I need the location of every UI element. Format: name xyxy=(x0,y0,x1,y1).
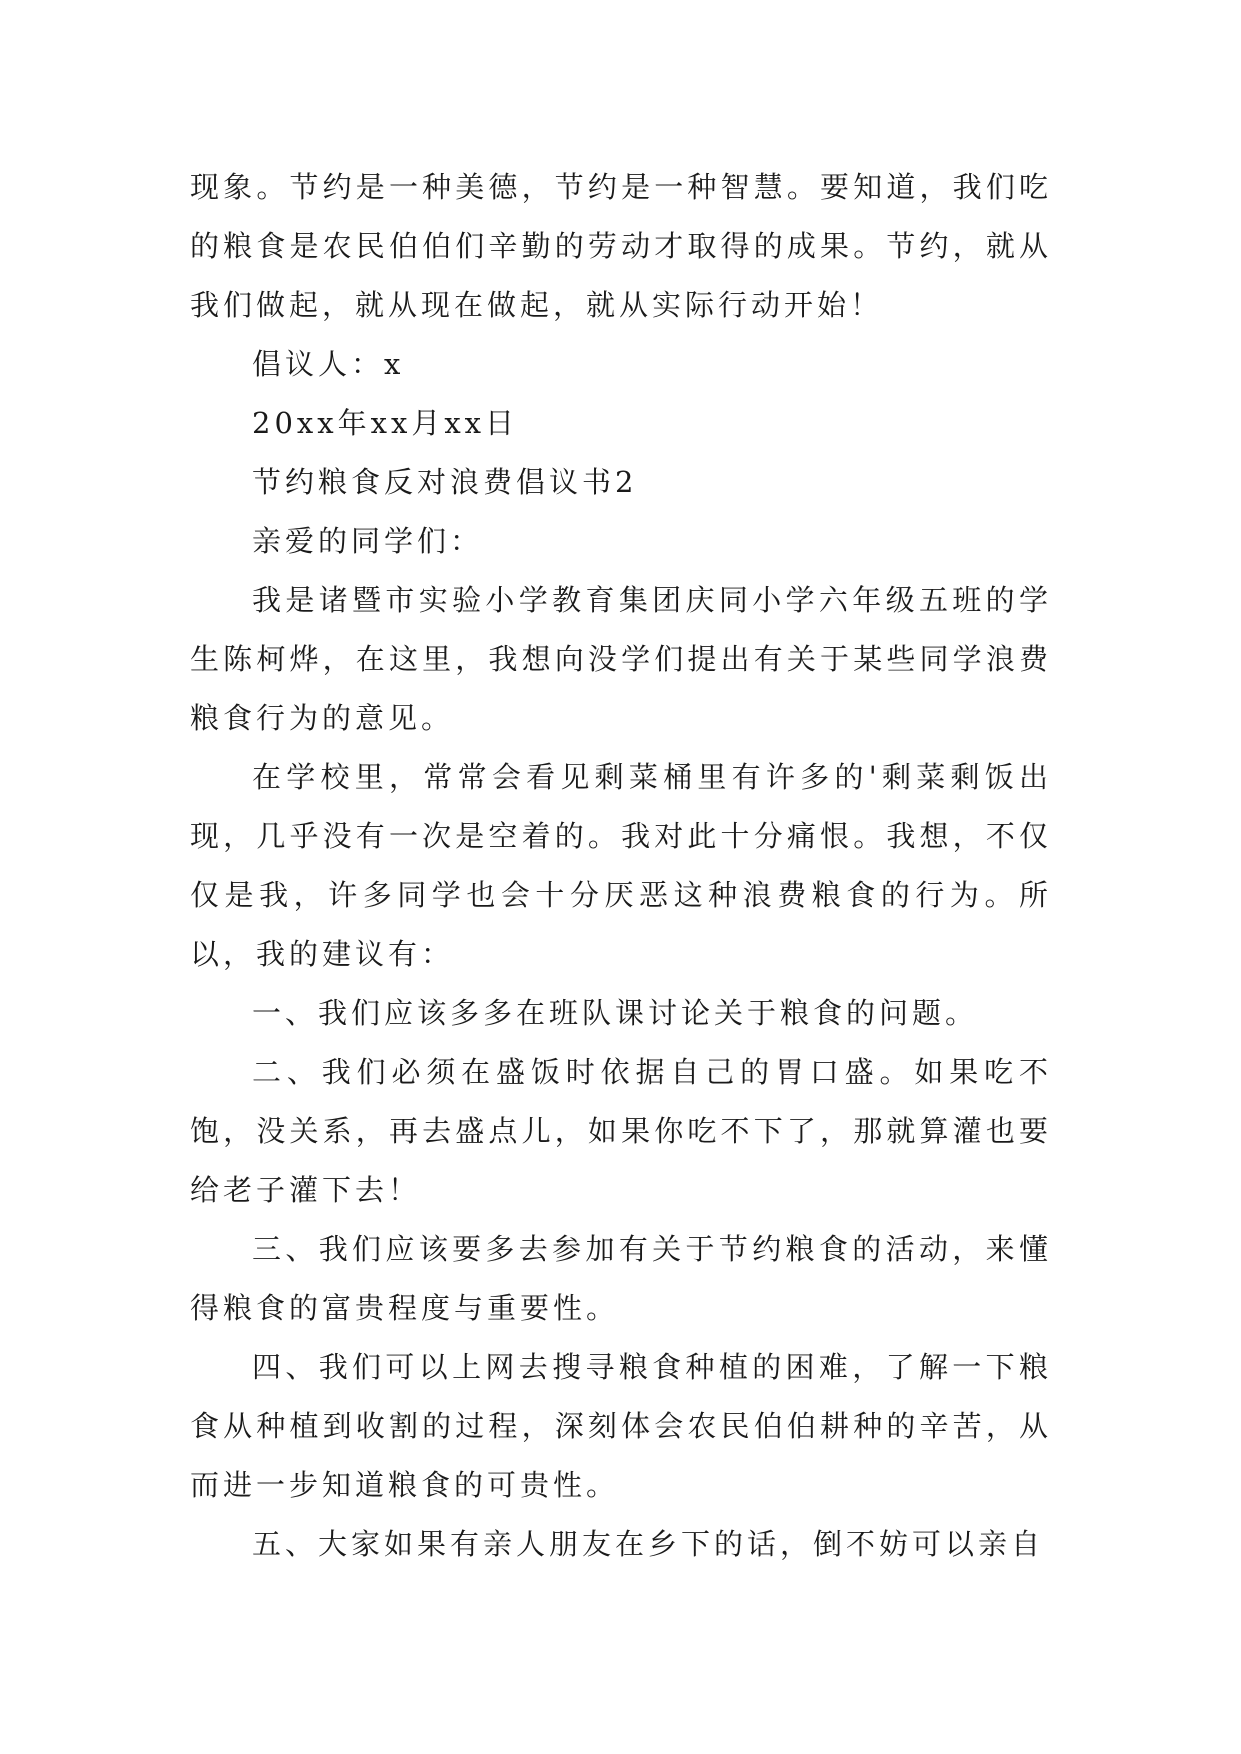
suggestion-4: 四、我们可以上网去搜寻粮食种植的困难，了解一下粮食从种植到收割的过程，深刻体会农民伯伯耕种的辛苦，从而进一步知道粮食的可贵性。 xyxy=(190,1350,1052,1502)
paragraph-intro: 我是诸暨市实验小学教育集团庆同小学六年级五班的学生陈柯烨，在这里，我想向没学们提出有关于某些同学浪费粮食行为的意见。 xyxy=(190,583,1052,735)
date-line: 20xx年xx月xx日 xyxy=(252,406,519,440)
suggestion-3: 三、我们应该要多去参加有关于节约粮食的活动，来懂得粮食的富贵程度与重要性。 xyxy=(190,1232,1052,1325)
suggestion-1: 一、我们应该多多在班队课讨论关于粮食的问题。 xyxy=(252,996,979,1030)
document-body xyxy=(190,158,1052,1574)
suggestion-5: 五、大家如果有亲人朋友在乡下的话，倒不妨可以亲自 xyxy=(252,1527,1045,1561)
salutation: 亲爱的同学们： xyxy=(252,524,484,558)
section-title: 节约粮食反对浪费倡议书2 xyxy=(252,465,638,499)
paragraph-observation: 在学校里，常常会看见剩菜桶里有许多的'剩菜剩饭出现，几乎没有一次是空着的。我对此十分痛恨。我想，不仅仅是我，许多同学也会十分厌恶这种浪费粮食的行为。所以，我的建议有： xyxy=(190,760,1052,971)
paragraph-conclusion: 现象。节约是一种美德，节约是一种智慧。要知道，我们吃的粮食是农民伯伯们辛勤的劳动才取得的成果。节约，就从我们做起，就从现在做起，就从实际行动开始！ xyxy=(190,170,1052,322)
signature-line: 倡议人：x xyxy=(252,347,405,381)
suggestion-2: 二、我们必须在盛饭时依据自己的胃口盛。如果吃不饱，没关系，再去盛点儿，如果你吃不下了，那就算灌也要给老子灌下去！ xyxy=(190,1055,1052,1207)
